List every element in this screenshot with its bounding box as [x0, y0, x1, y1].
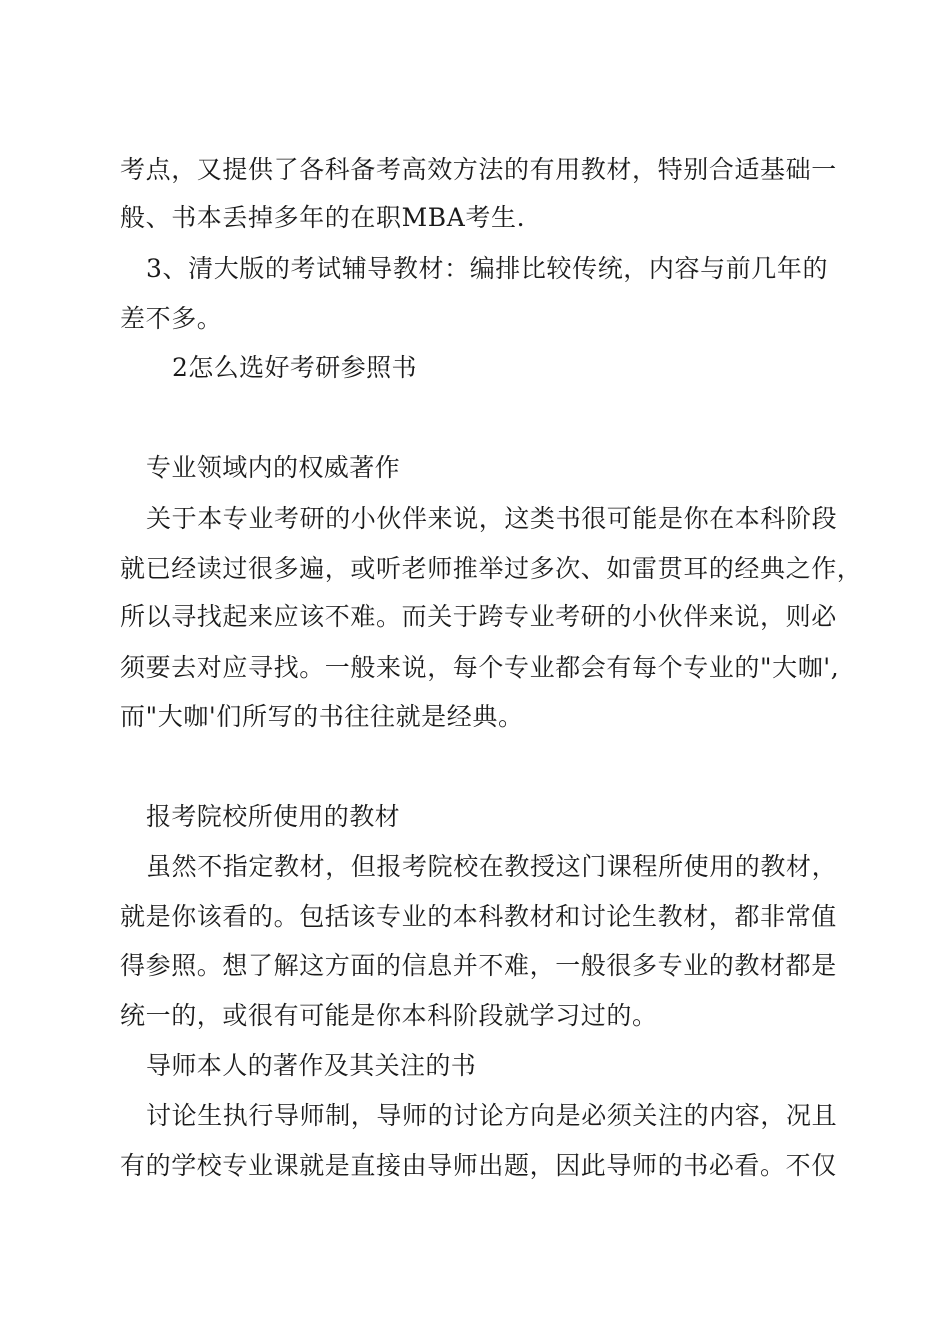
- paragraph-line: 就已经读过很多遍，或听老师推举过多次、如雷贯耳的经典之作，: [120, 554, 863, 583]
- paragraph-line: 般、书本丢掉多年的在职MBA考生.: [120, 203, 526, 232]
- paragraph-line: 讨论生执行导师制，导师的讨论方向是必须关注的内容，况且: [146, 1101, 838, 1130]
- paragraph-line: 关于本专业考研的小伙伴来说，这类书很可能是你在本科阶段: [146, 504, 838, 533]
- paragraph-line: 所以寻找起来应该不难。而关于跨专业考研的小伙伴来说，则必: [120, 602, 837, 631]
- subsection-heading: 专业领域内的权威著作: [146, 453, 401, 482]
- subsection-heading: 导师本人的著作及其关注的书: [146, 1051, 477, 1080]
- paragraph-line: 统一的，或很有可能是你本科阶段就学习过的。: [120, 1001, 658, 1030]
- paragraph-line: 考点，又提供了各科备考高效方法的有用教材，特别合适基础一: [120, 155, 837, 184]
- paragraph-line: 须要去对应寻找。一般来说，每个专业都会有每个专业的"大咖',: [120, 653, 840, 682]
- section-heading: 2怎么选好考研参照书: [172, 353, 417, 382]
- paragraph-line: 差不多。: [120, 304, 223, 333]
- paragraph-line: 有的学校专业课就是直接由导师出题，因此导师的书必看。不仅: [120, 1151, 837, 1180]
- paragraph-line: 虽然不指定教材，但报考院校在教授这门课程所使用的教材，: [146, 852, 838, 881]
- paragraph-line: 而"大咖'们所写的书往往就是经典。: [120, 702, 524, 731]
- subsection-heading: 报考院校所使用的教材: [146, 802, 401, 831]
- paragraph-line: 得参照。想了解这方面的信息并不难，一般很多专业的教材都是: [120, 951, 837, 980]
- list-item-line: 3、清大版的考试辅导教材：编排比较传统，内容与前几年的: [146, 254, 829, 283]
- paragraph-line: 就是你该看的。包括该专业的本科教材和讨论生教材，都非常值: [120, 902, 837, 931]
